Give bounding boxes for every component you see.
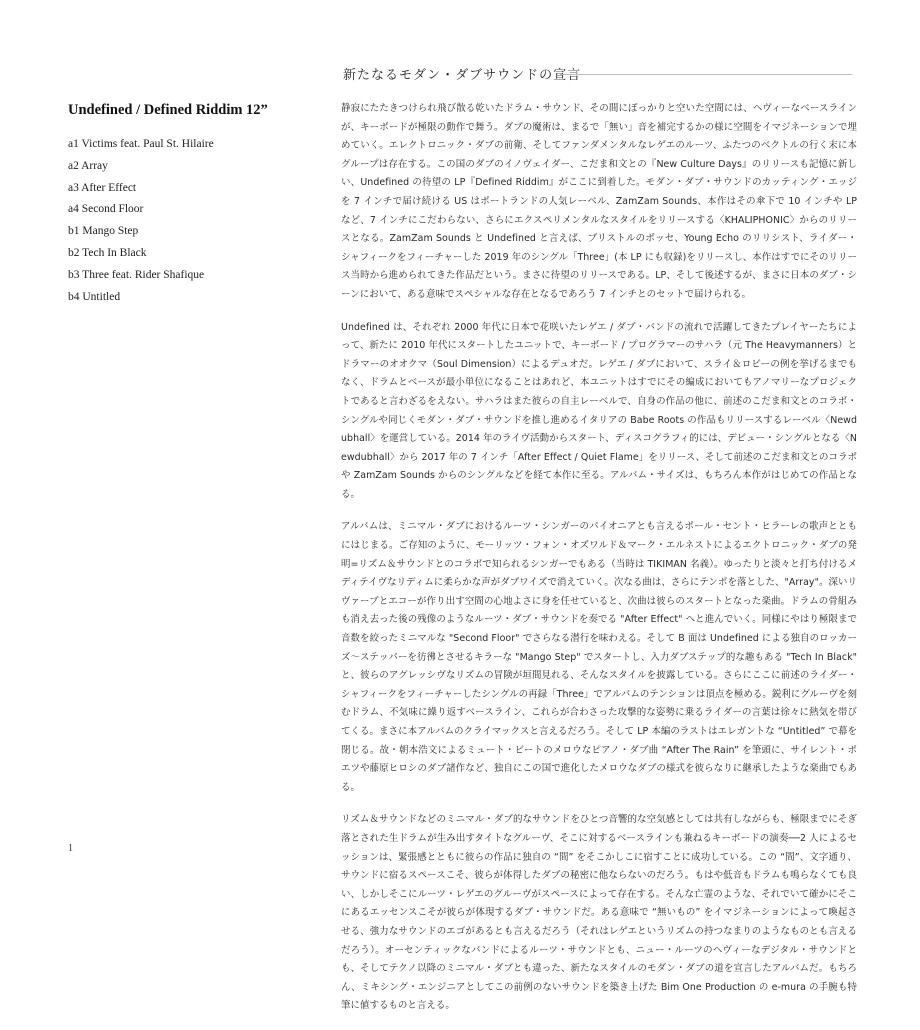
tracklist xyxy=(68,134,214,308)
track-a2: a2 Array xyxy=(68,159,108,172)
track-b1: b1 Mango Step xyxy=(68,225,139,238)
title-divider xyxy=(560,74,852,75)
body-paragraph-4: リズム＆サウンドなどのミニマル・ダブ的なサウンドをひとつ音響的な空気感としては共有しながらも、極限までにそぎ落とされた生ドラムが生み出すタイトなグルーヴ、そこに対するベースラインも兼ねるキーボードの演奏──2 人によるセッションは、緊張感とともに彼らの作品に独自の “間” をそこかしこに宿すことに成功している。この “間”、文字通り、サウンドに宿るスペースこそ、彼らが体得したダブの秘密に他ならないのだろう。もはや低音もドラムも鳴らなくても良い、しかしそこにルーツ・レゲエのグルーヴがスペースによって存在する。そんな亡霊のような、それでいて確かにそこにあるエッセンスこそが彼らが体現するダブ・サウンドだ。ある意味で “無いもの” をイマジネーションによって喚起させる、強力なサウンドのエゴがあるとも言えるだろう（それはレゲエというリズムの持つなまりのようなものとも言えるだろう）。オーセンティックなバンドによるルーツ・サウンドとも、ニュー・ルーツのヘヴィーなデジタル・サウンドとも、そしてテクノ以降のミニマル・ダブとも違った、新たなスタイルのモダン・ダブの道を宣言したアルバムだ。もちろん、ミキシング・エンジニアとしてこの前例のないサウンドを築き上げた Bim One Production の e-mura の手腕も特筆に値するものと言える。 xyxy=(341,814,857,1012)
page-title: 新たなるモダン・ダブサウンドの宣言 xyxy=(343,68,582,83)
article-body xyxy=(341,100,857,1030)
track-a3: a3 After Effect xyxy=(68,181,137,194)
body-paragraph-1: 静寂にたたきつけられ飛び散る乾いたドラム・サウンド、その間にぽっかりと空いた空間には、ヘヴィーなベースラインが、キーボードが極限の動作で舞う。ダブの魔術は、まるで「無い」音を補完するかの様に空間をイマジネーションで埋めていく。エレクトロニック・ダブの前衛、そしてファンダメンタルなレゲエのルーツ、ふたつのベクトルの行く末に本グループは存在する。この国のダブのイノヴェイダー、こだま和文との『New Culture Days』のリリースも記憶に新しい、Undefined の待望の LP『Defined Riddim』がここに到着した。モダン・ダブ・サウンドのカッティング・エッジを 7 インチで届け続ける US はポートランドの人気レーベル、ZamZam Sounds、本作はその傘下で 10 インチや LP など、7 インチにこだわらない、さらにエクスペリメンタルなスタイルをリリースする〈KHALIPHONIC〉からのリリースとなる。ZamZam Sounds と Undefined と言えば、ブリストルのボッセ、Young Echo のリリシスト、ライダー・シャフィークをフィーチャーした 2019 年のシングル「Three」(本 LP にも収録)をリリースし、本作はすでにそのリリース当時から進められてきた作品だという。まさに待望のリリースである。LP、そして後述するが、まさに日本のダブ・シーンにおいて、ある意味でスペシャルな存在となるであろう 7 インチとのセットで届けられる。 xyxy=(341,103,857,300)
track-a4: a4 Second Floor xyxy=(68,203,144,216)
album-title: Undefined / Defined Riddim 12” xyxy=(68,102,268,118)
track-b4: b4 Untitled xyxy=(68,290,121,303)
page-number: 1 xyxy=(68,843,73,854)
body-paragraph-3: アルバムは、ミニマル・ダブにおけるルーツ・シンガーのパイオニアとも言えるポール・セント・ヒラーレの歌声とともにはじまる。ご存知のように、モーリッツ・フォン・オズワルド＆マーク・エルネストによるエクトロニック・ダブの発明=リズム＆サウンドとのコラボで知られるシンガーでもある（当時は TIKIMAN 名義）。ゆったりと淡々と打ち付けるメディテイヴなリディムに柔らかな声がダブワイズで消えていく。次なる曲は、さらにテンポを落とした、"Array"。深いリヴァーブとエコーが作り出す空間の心地よさに身を任せていると、次曲は彼らのスタートとなった楽曲。ドラムの骨組みも消え去った後の残像のようなルーツ・ダブ・サウンドを奏でる "After Effect" へと進んでいく。同様にやはり極限まで音数を絞ったミニマルな "Second Floor" でさらなる潜行を味わえる。そして B 面は Undefined による独自のロッカーズ〜ステッパーを彷彿とさせるキラーな "Mango Step" でスタートし、入力ダブステップ的な趣もある "Tech In Black" と、彼らのアグレッシヴなリズムの冒険が垣間見れる、そんなスタイルを披露している。さらにここに前述のライダー・シャフィークをフィーチャーしたシングルの再録「Three」でアルバムのテンションは頂点を極める。鋭利にグルーヴを刻むドラム、不気味に繰り返すベースライン、これらが合わさった攻撃的な姿勢に乗るライダーの言葉は徐々に熱気を帯びてくる。まさに本アルバムのクライマックスと言えるだろう。そして LP 本編のラストはエレガントな “Untitled” で幕を閉じる。故・朝本浩文によるミュート・ビートのメロウなピアノ・ダブ曲 “After The Rain” を筆頭に、サイレント・ポエツや藤原ヒロシのダブ諸作など、独自にこの国で進化したメロウなダブの様式を彼らなりに継承したような楽曲でもある。 xyxy=(341,521,857,793)
track-b3: b3 Three feat. Rider Shafique xyxy=(68,268,205,281)
track-a1: a1 Victims feat. Paul St. Hilaire xyxy=(68,138,214,150)
body-paragraph-2: Undefined は、それぞれ 2000 年代に日本で花咲いたレゲエ / ダブ・バンドの流れで活躍してきたプレイヤーたちによって、新たに 2010 年代にスタートしたユニットで、キーボード / プログラマーのサハラ（元 The Heavymanners）とドラマーのオオクマ（Soul Dimension）によるデュオだ。レゲエ / ダブにおいて、スライ＆ロビーの例を挙げるまでもなく、ドラムとベースが最小単位になることはあれど、本ユニットはすでにその編成においてもアノマリーなプロジェクトであると言わざるをえない。サハラはまた彼らの自主レーベルで、自身の作品の他に、前述のこだま和文とのコラボ・シングルや同じくモダン・ダブ・サウンドを推し進めるイタリアの Babe Roots の作品もリリースするレーベル〈Newdubhall〉を運営している。2014 年のライヴ活動からスタート、ディスコグラフィ的には、デビュー・シングルとなる〈Newdubhall〉から 2017 年の 7 インチ「After Effect / Quiet Flame」をリリース、そして前述のこだま和文とのコラボや ZamZam Sounds からのシングルなどを経て本作に至る。アルバム・サイズは、もちろん本作がはじめての作品となる。 xyxy=(341,321,857,500)
track-b2: b2 Tech In Black xyxy=(68,246,147,259)
